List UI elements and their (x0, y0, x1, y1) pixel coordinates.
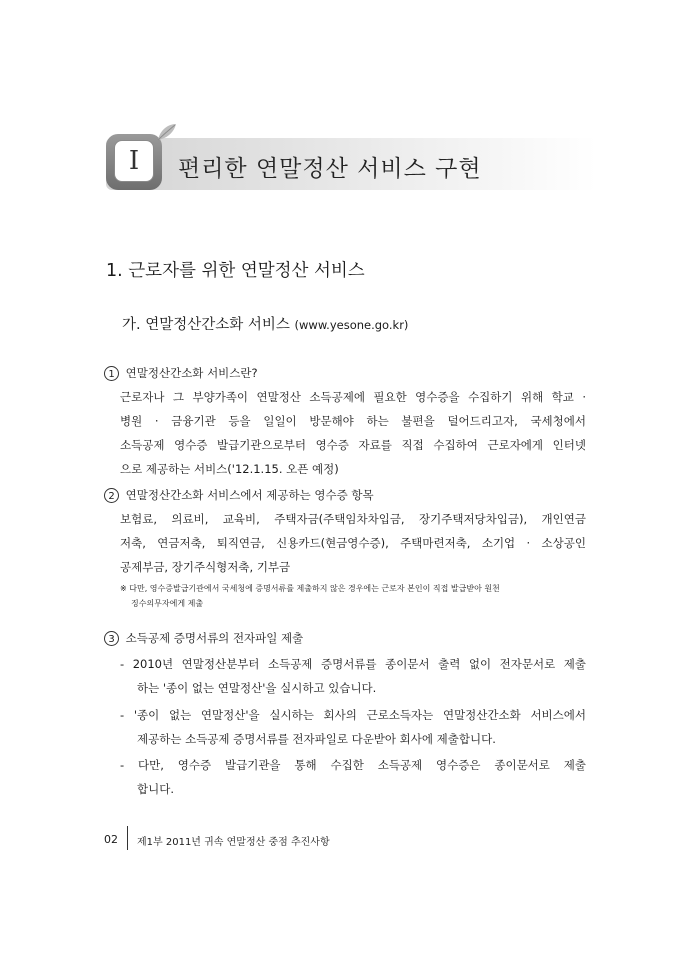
circled-number: 1 (104, 366, 119, 381)
circled-number: 3 (104, 631, 119, 646)
chapter-title: 편리한 연말정산 서비스 구현 (178, 156, 482, 182)
item-title: 연말정산간소화 서비스란? (125, 366, 258, 380)
running-footer: 제1부 2011년 귀속 연말정산 중점 추진사항 (137, 837, 330, 848)
footer-divider (127, 826, 128, 850)
item-title: 소득공제 증명서류의 전자파일 제출 (125, 631, 304, 645)
leaf-icon (156, 122, 178, 142)
dash-item-continuation: 합니다. (137, 782, 174, 796)
page-number: 02 (104, 833, 118, 846)
body-line: 소득공제 영수증 발급기관으로부터 영수증 자료를 직접 수집하여 근로자에게 인터넷 (120, 438, 586, 452)
footnote: ※ 다만, 영수증발급기관에서 국세청에 증명서류를 제출하지 않은 경우에는 근로자 본인이 직접 발급받아 원천 (120, 584, 500, 593)
item-heading (104, 365, 258, 381)
subsection-heading (122, 313, 408, 334)
body-line: 저축, 연금저축, 퇴직연금, 신용카드(현금영수증), 주택마련저축, 소기업 · 소상공인 (120, 536, 586, 550)
circled-number: 2 (104, 488, 119, 503)
dash-item-continuation: 제공하는 소득공제 증명서류를 전자파일로 다운받아 회사에 제출합니다. (137, 732, 496, 746)
body-line: 으로 제공하는 서비스('12.1.15. 오픈 예정) (120, 462, 339, 476)
body-line: 보험료, 의료비, 교육비, 주택자금(주택임차차입금, 장기주택저당차입금), 개인연금 (120, 512, 586, 526)
subsection-title: 가. 연말정산간소화 서비스 (122, 317, 290, 333)
footnote: 징수의무자에게 제출 (131, 599, 204, 608)
item-heading (104, 487, 374, 503)
service-url: (www.yesone.go.kr) (294, 318, 409, 332)
body-line: 근로자나 그 부양가족이 연말정산 소득공제에 필요한 영수증을 수집하기 위해 학교 · (120, 390, 586, 404)
section-heading: 1. 근로자를 위한 연말정산 서비스 (106, 261, 365, 281)
item-title: 연말정산간소화 서비스에서 제공하는 영수증 항목 (125, 488, 374, 502)
body-line: 공제부금, 장기주식형저축, 기부금 (120, 560, 291, 574)
dash-item-line: - 2010년 연말정산분부터 소득공제 증명서류를 종이문서 출력 없이 전자문서로 제출 (120, 657, 586, 671)
body-line: 병원 · 금융기관 등을 일일이 방문해야 하는 불편을 덜어드리고자, 국세청에서 (120, 414, 586, 428)
dash-item-line: - '종이 없는 연말정산'을 실시하는 회사의 근로소득자는 연말정산간소화 서비스에서 (120, 708, 586, 722)
chapter-numeral: I (114, 140, 154, 182)
dash-item-line: - 다만, 영수증 발급기관을 통해 수집한 소득공제 영수증은 종이문서로 제출 (120, 758, 586, 772)
dash-item-continuation: 하는 '종이 없는 연말정산'을 실시하고 있습니다. (137, 681, 377, 695)
item-heading (104, 630, 303, 646)
